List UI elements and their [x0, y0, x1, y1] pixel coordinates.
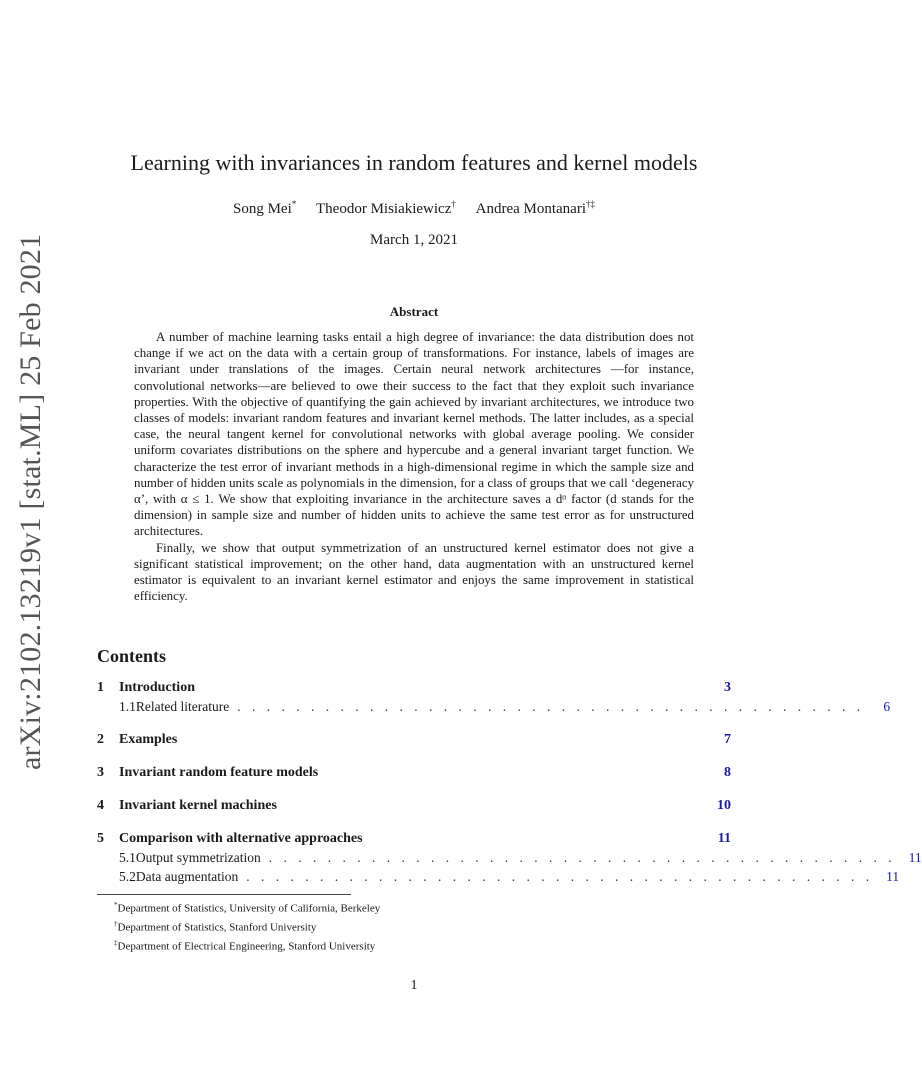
abstract-heading: Abstract: [389, 304, 439, 319]
author-name: Andrea Montanari: [475, 201, 587, 217]
toc-number: 5.2: [119, 869, 136, 884]
toc-title: Comparison with alternative approaches: [119, 831, 363, 846]
toc-entry-random-feature-models[interactable]: [97, 765, 731, 784]
toc-title: Examples: [119, 732, 178, 747]
toc-number: 4: [97, 798, 104, 813]
page-number: 1: [410, 978, 418, 993]
toc-entry-output-symmetrization[interactable]: [97, 850, 922, 869]
toc-entry-related-literature[interactable]: [97, 699, 891, 718]
toc-entry-introduction[interactable]: [97, 680, 731, 699]
toc-page-link[interactable]: 8: [724, 765, 731, 780]
toc-number: 2: [97, 732, 104, 747]
toc-title: Related literature: [135, 699, 230, 714]
toc-title: Invariant random feature models: [119, 765, 319, 780]
author-name: Theodor Misiakiewicz: [316, 201, 452, 217]
toc-page-link[interactable]: 3: [724, 680, 731, 695]
toc-title: Invariant kernel machines: [119, 798, 277, 813]
footnote-mark: †: [114, 920, 118, 929]
toc-page-link[interactable]: 11: [908, 850, 922, 865]
toc-leader-dots: . . . . . . . . . . . . . . . . . . . . . . . . . . . . . . . . . . . . . . . . . . .: [268, 850, 896, 865]
author-2: [316, 201, 456, 217]
toc-number: 1: [97, 680, 104, 695]
table-of-contents: [97, 680, 922, 888]
toc-page-link[interactable]: 11: [717, 831, 731, 846]
footnote-text: Department of Electrical Engineering, Stanford University: [117, 940, 376, 953]
footnote: [114, 936, 380, 955]
author-mark: *: [291, 199, 297, 209]
toc-entry-kernel-machines[interactable]: [97, 798, 731, 817]
footnote: [114, 917, 380, 936]
arxiv-side-stamp: arXiv:2102.13219v1 [stat.ML] 25 Feb 2021: [14, 233, 47, 770]
contents-heading: Contents: [97, 646, 167, 666]
toc-number: 1.1: [119, 699, 136, 714]
toc-number: 3: [97, 765, 104, 780]
toc-entry-data-augmentation[interactable]: [97, 869, 900, 888]
toc-leader-dots: . . . . . . . . . . . . . . . . . . . . . . . . . . . . . . . . . . . . . . . . . . .: [237, 699, 865, 714]
author-1: [233, 201, 296, 217]
footnote-text: Department of Statistics, Stanford University: [117, 921, 317, 934]
footnote-mark: ‡: [114, 939, 118, 948]
paper-title: Learning with invariances in random features and kernel models: [130, 150, 698, 175]
abstract-body: [134, 329, 694, 604]
toc-page-link[interactable]: 11: [886, 869, 900, 884]
toc-leader-dots: . . . . . . . . . . . . . . . . . . . . . . . . . . . . . . . . . . . . . . . . . . .: [246, 869, 874, 884]
abstract-paragraph: Finally, we show that output symmetrization of an unstructured kernel estimator does not give a significant statistical improvement; on the other hand, data augmentation with an unstructured kernel estimator is equivalent to an invariant kernel estimator and enjoys the same improvement in statistical efficiency.: [134, 540, 694, 604]
toc-title: Introduction: [119, 680, 195, 695]
author-name: Song Mei: [232, 201, 292, 217]
footnote-mark: *: [114, 901, 118, 909]
toc-page-link[interactable]: 7: [724, 732, 731, 747]
footnote-text: Department of Statistics, University of California, Berkeley: [117, 902, 381, 915]
author-mark: †‡: [586, 199, 596, 209]
toc-number: 5: [97, 831, 104, 846]
toc-entry-alternative-approaches[interactable]: [97, 831, 731, 850]
author-mark: †: [451, 199, 456, 209]
footnote-rule: [97, 894, 351, 895]
footnotes: [114, 898, 380, 955]
toc-title: Output symmetrization: [135, 850, 261, 865]
author-3: [476, 201, 595, 217]
footnote: [114, 898, 380, 917]
toc-title: Data augmentation: [135, 869, 239, 884]
toc-page-link[interactable]: 6: [883, 699, 891, 714]
author-list: [0, 199, 828, 218]
toc-page-link[interactable]: 10: [717, 798, 731, 813]
abstract-paragraph: A number of machine learning tasks entail a high degree of invariance: the data distribution does not change if we act on the data with a certain group of transformations. For instance, labels of images are invariant under translations of the images. Certain neural network architectures —for instance, convolutional networks—are believed to owe their success to the fact that they exploit such invariance properties. With the objective of quantifying the gain achieved by invariant architectures, we introduce two classes of models: invariant random features and invariant kernel methods. The latter includes, as a special case, the neural tangent kernel for convolutional networks with global average pooling. We consider uniform covariates distributions on the sphere and hypercube and a general invariant target function. We characterize the test error of invariant methods in a high-dimensional regime in which the sample size and number of hidden units scale as polynomials in the dimension, for a class of groups that we call ‘degeneracy α’, with α ≤ 1. We show that exploiting invariance in the architecture saves a dᵅ factor (d stands for the dimension) in sample size and number of hidden units to achieve the same test error as for unstructured architectures.: [134, 330, 694, 539]
toc-entry-examples[interactable]: [97, 732, 731, 751]
toc-number: 5.1: [119, 850, 136, 865]
paper-date: March 1, 2021: [370, 232, 458, 248]
